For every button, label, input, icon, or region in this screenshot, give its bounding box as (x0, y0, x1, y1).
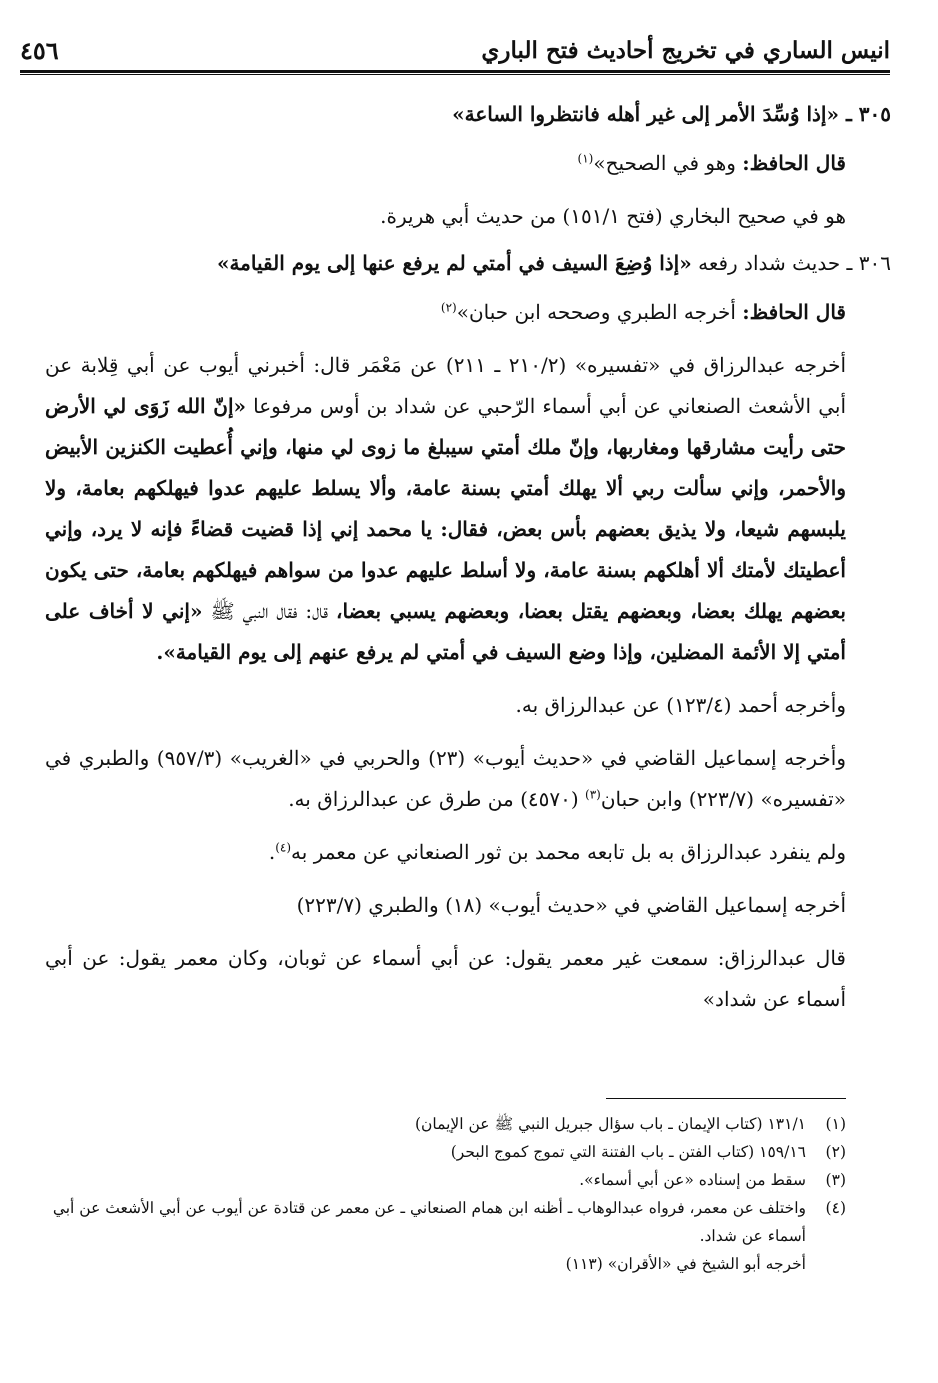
paragraph-mutaba (45, 832, 846, 873)
footnote-number: (٢) (825, 1143, 846, 1161)
hafiz-text: وهو في الصحيح» (593, 151, 743, 175)
footnote-item (45, 1166, 846, 1194)
footnotes (45, 1110, 846, 1278)
entry-305-title: ٣٠٥ ـ «إذا وُسِّدَ الأمر إلى غير أهله فانتظروا الساعة» (452, 102, 891, 126)
footnote-number: (٣) (825, 1171, 846, 1189)
entry-305-hafiz (45, 143, 846, 184)
paragraph-takhrij (45, 345, 846, 673)
footnote-item (45, 1194, 846, 1250)
text-plain: قال: فقال النبي ﷺ (202, 599, 337, 623)
hadith-text: «إنّ الله زَوَى لي الأرض حتى رأيت مشارقها ومغاربها، وإنّ ملك أمتي سيبلغ ما زوى لي منها، وإني أُعطيت الكنزين الأبيض والأحمر، وإني سألت ربي ألا يهلك أمتي بسنة عامة، وألا يسلط عليهم عدوا فيهلكهم بعامة، ولا يلبسهم شيعا، ولا يذيق بعضهم بأس بعض، فقال: يا محمد إني إذا قضيت قضاءً فإنه لا يرد، وإني أعطيتك لأمتك ألا أهلكهم بسنة عامة، ولا أسلط عليهم عدوا من سواهم فيهلكهم بعامة، حتى يكون بعضهم يهلك بعضا، وبعضهم يقتل بعضا، وبعضهم يسبي بعضا، (45, 394, 846, 623)
text-plain: (٤٥٧٠) من طرق عن عبدالرزاق به. (288, 787, 586, 811)
main-text (45, 88, 891, 1020)
footnote-text: واختلف عن معمر، فرواه عبدالوهاب ـ أظنه ابن همام الصنعاني ـ عن معمر عن قتادة عن أيوب عن أبي الأشعث عن أبي أسماء عن شداد. (52, 1199, 806, 1245)
hafiz-label: قال الحافظ: (742, 151, 846, 175)
hafiz-label: قال الحافظ: (742, 300, 846, 324)
running-header (20, 30, 890, 73)
paragraph-abdurrazzaq: قال عبدالرزاق: سمعت غير معمر يقول: عن أبي أسماء عن ثوبان، وكان معمر يقول: عن أبي أسماء عن شداد» (45, 946, 846, 1011)
footnote-item (45, 1110, 846, 1138)
header-title: انيس الساري في تخريج أحاديث فتح الباري (481, 36, 890, 64)
footnote-ref-1[interactable]: (١) (577, 151, 594, 166)
text-plain: ولم ينفرد عبدالرزاق به بل تابعه محمد بن ثور الصنعاني عن معمر به (291, 840, 846, 864)
footnote-text: سقط من إسناده «عن أبي أسماء». (579, 1171, 806, 1189)
paragraph-ahmad: وأخرجه أحمد (١٢٣/٤) عن عبدالرزاق به. (515, 693, 846, 717)
page-number: ٤٥٦ (20, 35, 59, 65)
hadith-text: «إني لا أخاف على أمتي إلا الأئمة المضلين، وإذا وضع السيف في أمتي لم يرفع عنهم إلى يوم القيامة». (45, 599, 846, 664)
paragraph-ismail (45, 738, 846, 820)
footnote-text: ١٣١/١ (كتاب الإيمان ـ باب سؤال جبريل النبي ﷺ عن الإيمان) (415, 1115, 806, 1133)
entry-305-note: هو في صحيح البخاري (فتح ١٥١/١) من حديث أبي هريرة. (380, 204, 846, 228)
entry-306-prefix: ٣٠٦ ـ حديث شداد رفعه (691, 251, 891, 275)
footnote-number: (٤) (825, 1199, 846, 1217)
text-plain: . (268, 840, 276, 864)
entry-306-hafiz (45, 292, 846, 333)
footnote-ref-3[interactable]: (٣) (585, 787, 601, 802)
footnote-ref-4[interactable]: (٤) (275, 840, 292, 855)
footnote-separator (606, 1098, 846, 1099)
text-plain: أخرجه عبدالرزاق في «تفسيره» (٢١٠/٢ ـ ٢١١) عن مَعْمَر قال: أخبرني أيوب عن أبي قِلابة عن أبي الأشعث الصنعاني عن أبي أسماء الرّحبي عن شداد بن أوس مرفوعا (45, 353, 847, 418)
entry-306-hadith: «إذا وُضِعَ السيف في أمتي لم يرفع عنها إلى يوم القيامة» (216, 251, 692, 275)
footnote-number: (١) (825, 1115, 846, 1133)
hafiz-text: أخرجه الطبري وصححه ابن حبان» (456, 300, 743, 324)
entry-306-title (45, 243, 891, 284)
footnote-ref-2[interactable]: (٢) (440, 300, 457, 315)
text-plain: وأخرجه إسماعيل القاضي في «حديث أيوب» (٢٣) والحربي في «الغريب» (٩٥٧/٣) والطبري في «تفسيره» (٢٢٣/٧) وابن حبان (45, 746, 846, 811)
header-rule (20, 74, 890, 75)
footnote-continuation: أخرجه أبو الشيخ في «الأقران» (١١٣) (565, 1255, 806, 1273)
footnote-text: ١٥٩/١٦ (كتاب الفتن ـ باب الفتنة التي تموج كموج البحر) (450, 1143, 806, 1161)
footnote-item (45, 1138, 846, 1166)
paragraph-tabari: أخرجه إسماعيل القاضي في «حديث أيوب» (١٨) والطبري (٢٢٣/٧) (296, 893, 846, 917)
